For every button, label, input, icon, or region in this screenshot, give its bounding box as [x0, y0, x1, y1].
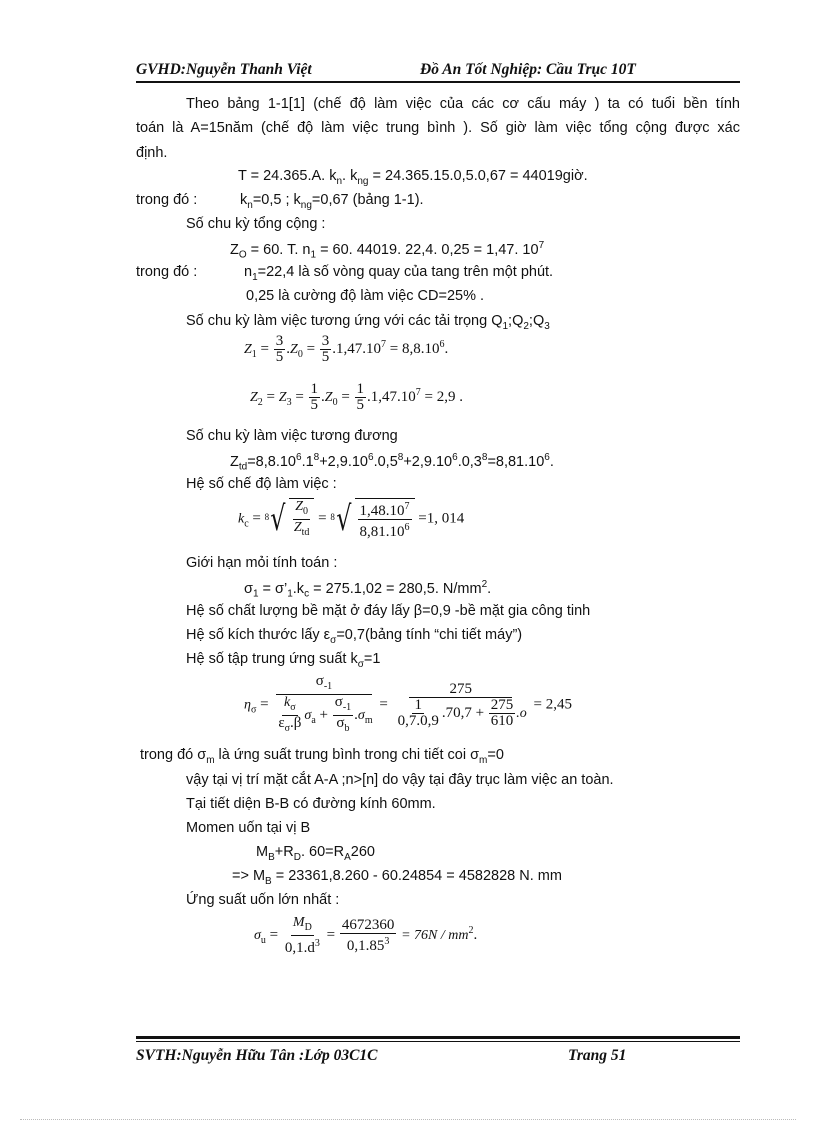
equation-sigma-u: $\sigma_u$ = $\frac{M_D}{0,1.d^3}$ = $\frac{4672360}{0,1.85^3}$ = $76N / mm^2$. — [254, 915, 478, 956]
ket-luan-A-A: vậy tại vị trí mặt cắt A-A ;n>[n] do vậy tại đây trục làm việc an toàn. — [186, 772, 614, 788]
header-title: Đồ An Tốt Nghiệp: Cầu Trục 10T — [420, 61, 636, 78]
so-chu-ky-tai-trong: Số chu kỳ làm việc tương ứng với các tải trọng $Q_1;Q_2;Q_3$ — [186, 313, 550, 332]
equation-T: T = 24.365.A. $k_n$. $k_{ng} = 24.365.15.0,5.0,67$ = 44019giờ. — [238, 168, 588, 187]
para-1-line-3: định. — [136, 145, 168, 161]
equation-Z1: $Z_1$ = $\frac{3}{5}$ $.Z_0$ = $\frac{3}{5}$ $.1,47.10^7 = 8,8.10^6$. — [244, 333, 449, 365]
equation-Z0: $Z_O = 60$. T. $n_1 = 60$. 44019. 22,4. 0,25 = 1,47. $10^7$ — [230, 240, 545, 261]
trong-do-3: trong đó $\sigma_m$ là ứng suất trung bình trong chi tiết coi $\sigma_m=0$ — [140, 747, 504, 766]
page-footer — [136, 1047, 740, 1065]
equation-Z2-Z3: $Z_2 = Z_3$ = $\frac{1}{5}$ $.Z_0$ = $\frac{1}{5}$ .1,47.10$^7$ = 2,9 . — [250, 381, 464, 413]
page-number: Trang 51 — [568, 1047, 627, 1064]
para-1-line-2: toán là A=15năm (chế độ làm việc trung bình ). Số giờ làm việc tổng cộng được xác — [136, 120, 740, 136]
he-so-tap-trung: Hệ số tập trung ứng suất $k_\sigma=1$ — [186, 651, 381, 670]
footer-student: SVTH:Nguyễn Hữu Tân :Lớp 03C1C — [136, 1047, 378, 1064]
footer-rule-thick — [136, 1036, 740, 1039]
he-so-kich-thuoc: Hệ số kích thước lấy $\varepsilon_\sigma=0,7(bảng$ tính “chi tiết máy”) — [186, 627, 523, 646]
header-rule — [136, 81, 740, 83]
so-chu-ky-label: Số chu kỳ tổng cộng : — [186, 216, 326, 232]
para-1-line-1: Theo bảng 1-1[1] (chế độ làm việc của các cơ cấu máy ) ta có tuổi bền tính — [186, 96, 740, 112]
gioi-han-moi: Giới hạn mỏi tính toán : — [186, 555, 338, 571]
cd-desc: 0,25 là cường độ làm việc CD=25% . — [246, 288, 485, 304]
footer-rule-thin — [136, 1041, 740, 1042]
equation-sigma1: $\sigma_1$ = $\sigma’_1.k_c = 275.1,02 = 280,5$. $N/mm^2$. — [244, 579, 492, 600]
he-so-chat-luong: Hệ số chất lượng bề mặt ở đáy lấy β=0,9 -bề mặt gia công tinh — [186, 603, 591, 619]
equation-MB: $M_B+R_D$. $60=R_A260$ — [256, 844, 375, 863]
equation-kc: $k_c$ = 8 √ $\frac{Z_0}{Z_{td}}$ = 8 √ $\frac{1,48.10^7}{8,81.10^6}$ =1, 014 — [238, 499, 465, 540]
page-boundary — [20, 1119, 796, 1120]
tiet-dien-B-B: Tại tiết diện B-B có đường kính 60mm. — [186, 796, 436, 812]
ung-suat-uon-label: Ứng suất uốn lớn nhất : — [186, 892, 340, 908]
page-header — [136, 61, 740, 79]
header-advisor: GVHD:Nguyễn Thanh Việt — [136, 61, 312, 78]
equation-eta: $\eta_\sigma$ = $\sigma_{-1}$ $\frac{k_\sigma}{\varepsilon_\sigma.\beta}$ $\sigma_a$ + $\frac{\sigma_{-1}}{\sigma_b}$ $.\sigma_m$ = 275 $\frac{1}{0,7.0,9}$ .70,7 + $\frac{275}{610}$ .o = 2,45 — [244, 673, 573, 734]
trong-do-2: trong đó : — [136, 264, 198, 280]
so-chu-ky-tuong-duong: Số chu kỳ làm việc tương đương — [186, 428, 398, 444]
trong-do-1: trong đó : — [136, 192, 198, 208]
kn-values: $k_n=0,5$ ; $k_{ng}=0,67$ (bảng 1-1). — [240, 192, 424, 211]
he-so-che-do: Hệ số chế độ làm việc : — [186, 476, 337, 492]
equation-Ztd: $Z_{td}=8,8.10^6.1^8+2,9.10^6.0,5^8+2,9.10^6.0,3^8=8,81.10^6$. — [230, 452, 554, 473]
n1-desc: $n_1=22,4$ là số vòng quay của tang trên một phút. — [244, 264, 554, 283]
equation-MB-result: => $M_B = 23361,8.260 - 60.24854 = 4582828$ N. mm — [232, 868, 562, 887]
momen-uon-label: Momen uốn tại vị B — [186, 820, 311, 836]
